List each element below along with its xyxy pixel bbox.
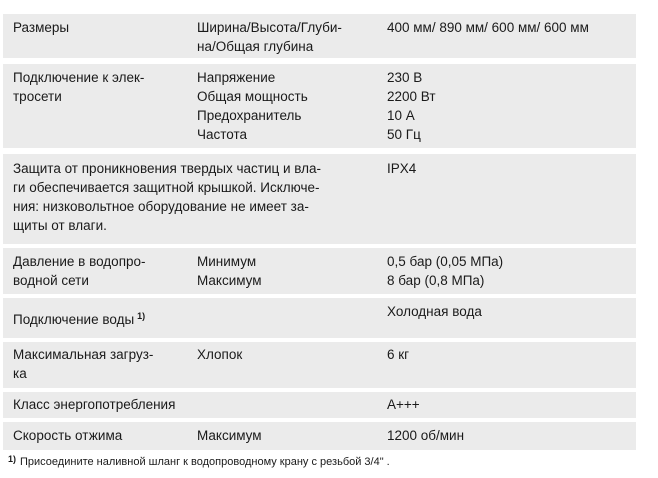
spec-row-water-connection — [3, 298, 636, 338]
row-param: Максимум — [197, 428, 262, 443]
row-value: Холодная вода — [387, 304, 482, 319]
row-label: Подключение воды $^{1)}$ — [13, 311, 146, 327]
row-value: IPX4 — [387, 161, 417, 176]
row-param: Напряжение Общая мощность Предохранитель Частота — [197, 70, 308, 142]
row-label: Давление в водопро- водной сети — [13, 254, 146, 288]
row-param: Минимум Максимум — [197, 254, 262, 288]
row-label: Класс энергопотребления — [13, 397, 176, 412]
spec-row-water-pressure — [3, 248, 636, 294]
row-label: Максимальная загруз- ка — [13, 347, 154, 381]
footnote-ref: 1) — [137, 311, 146, 321]
row-value: 1200 об/мин — [387, 428, 465, 443]
spec-row-energy-class — [3, 392, 636, 418]
spec-row-max-load — [3, 342, 636, 388]
spec-row-spin-speed — [3, 422, 636, 450]
footnote-mark: 1) — [8, 454, 17, 464]
row-label: Скорость отжима — [13, 428, 123, 443]
row-param: Хлопок — [197, 347, 243, 362]
spec-row-dimensions — [3, 14, 636, 58]
row-label: Защита от проникновения твердых частиц и вла- ги обеспечивается защитной крышкой. Исключе- ния: низковольтное оборудование не имеет за- щиты от влаги. — [13, 161, 322, 233]
row-value: 400 мм/ 890 мм/ 600 мм/ 600 мм — [387, 20, 589, 35]
row-value: 0,5 бар (0,05 МПа) 8 бар (0,8 МПа) — [387, 254, 504, 288]
footnote-text: Присоедините наливной шланг к водопроводному крану с резьбой 3/4" . — [20, 456, 390, 468]
footnote — [8, 455, 390, 469]
row-label: Подключение к элек- тросети — [13, 70, 145, 104]
row-param: Ширина/Высота/Глуби- на/Общая глубина — [197, 20, 342, 54]
row-value: A+++ — [387, 397, 420, 412]
row-value: 230 В 2200 Вт 10 А 50 Гц — [387, 70, 436, 142]
spec-row-power — [3, 64, 636, 148]
spec-row-protection — [3, 154, 636, 244]
row-label: Размеры — [13, 20, 70, 35]
row-value: 6 кг — [387, 347, 410, 362]
